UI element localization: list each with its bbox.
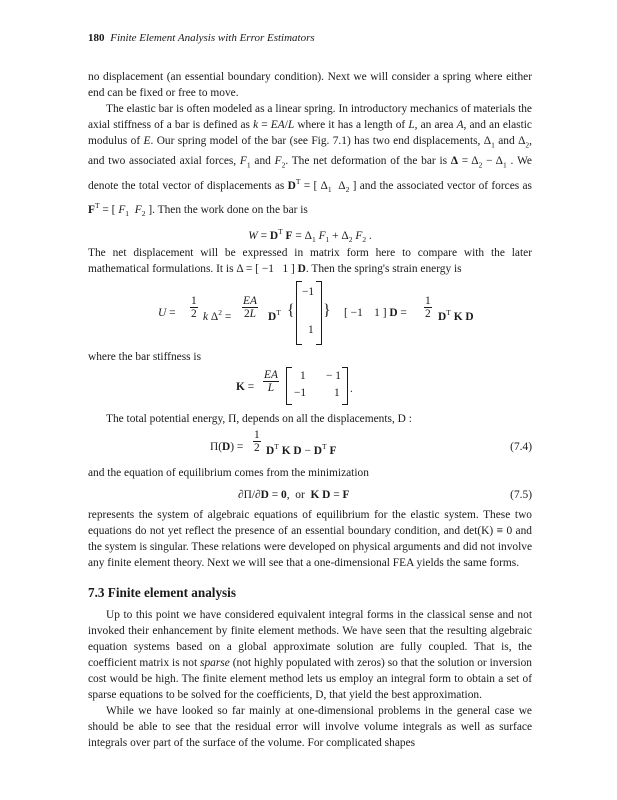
equation-number-7-5: (7.5) bbox=[510, 488, 532, 501]
paragraph-8: Up to this point we have considered equivalent integral forms in the classical sense and not invoked their enhancement by finite element methods. We have seen that the resulting algebraic equation systems based on a global approximate solution are fully coupled. That is, the coefficient matrix is not sparse (not highly populated with zeros) so that the solution or inversion cost would be high. The finite element method lets us employ an integral form to obtain a set of sparse equations to be solved for the coefficients, D, that yield the best approximation. bbox=[88, 608, 532, 701]
section-heading: 7.3 Finite element analysis bbox=[88, 584, 236, 600]
equation-number-7-4: (7.4) bbox=[510, 440, 532, 453]
paragraph-5: The total potential energy, Π, depends on all the displacements, D : bbox=[106, 412, 412, 425]
paragraph-3: The net displacement will be expressed in matrix form here to compare with the later mathematical formulations. It is Δ = [ −1 1 ] D. Then the spring's strain energy is bbox=[88, 246, 532, 275]
paragraph-9: While we have looked so far mainly at one-dimensional problems in the general case we should be able to see that the residual error will involve volume integrals as well as surface integrals over part of the surface of the volume. For complicated shapes bbox=[88, 704, 532, 749]
paragraph-4: where the bar stiffness is bbox=[88, 350, 202, 363]
paragraph-7: represents the system of algebraic equations of equilibrium for the elastic system. These two equations do not yet reflect the presence of an essential boundary condition, and det(K) ≡ 0 and the system is singular. These relations were developed on physical arguments and did not involve any finite element theory. Next we will see that a one-dimensional FEA yields the same forms. bbox=[88, 508, 532, 569]
strain-energy-equation: U = $\frac{1}{2}$ k $\Delta^2$ = $\frac{EA}{2L}$ $D^T$ { −1 1 } [ −1 1 ] D = $\frac{1}{2}$ $D^T$ K D bbox=[88, 279, 532, 349]
running-title: Finite Element Analysis with Error Estimators bbox=[110, 32, 315, 44]
work-equation: $W = D^T$ $F = \Delta_1$ $F_1 + \Delta_2$ $F_2$ . bbox=[248, 226, 372, 244]
paragraph-2: The elastic bar is often modeled as a linear spring. In introductory mechanics of materials the axial stiffness of a bar is defined as k = EA/L where it has a length of L, an area A, and an elastic modulus of E. Our spring model of the bar (see Fig. 7.1) has two end displacements, $\Delta_1$ and $\Delta_2$, and two associated axial forces, $F_1$ and $F_2$. The net deformation of the bar is $\Delta = \Delta_2 - \Delta_1$ . We denote the total vector of displacements as $D^T$ = [ $\Delta_1$ $\Delta_2$ ] and the associated vector of forces as $F^T$ = [ $F_1$ $F_2$ ]. Then the work done on the bar is bbox=[88, 103, 533, 218]
page-number: 180 bbox=[88, 32, 105, 44]
paragraph-6: and the equation of equilibrium comes from the minimization bbox=[88, 466, 369, 479]
running-header bbox=[88, 30, 532, 46]
paragraph-1: no displacement (an essential boundary condition). Next we will consider a spring where either end can be fixed or free to move. bbox=[88, 71, 532, 99]
page bbox=[88, 30, 532, 751]
equation-7-4: Π(D) = $\frac{1}{2}$ $D^T$ K $D - D^T$ F (7.4) bbox=[210, 428, 532, 457]
stiffness-equation: K = $\frac{EA}{L}$ 1 − 1 −1 1 . bbox=[88, 367, 532, 407]
equation-7-5: ∂Π/∂D = 0, or K D = F (7.5) bbox=[238, 488, 532, 501]
